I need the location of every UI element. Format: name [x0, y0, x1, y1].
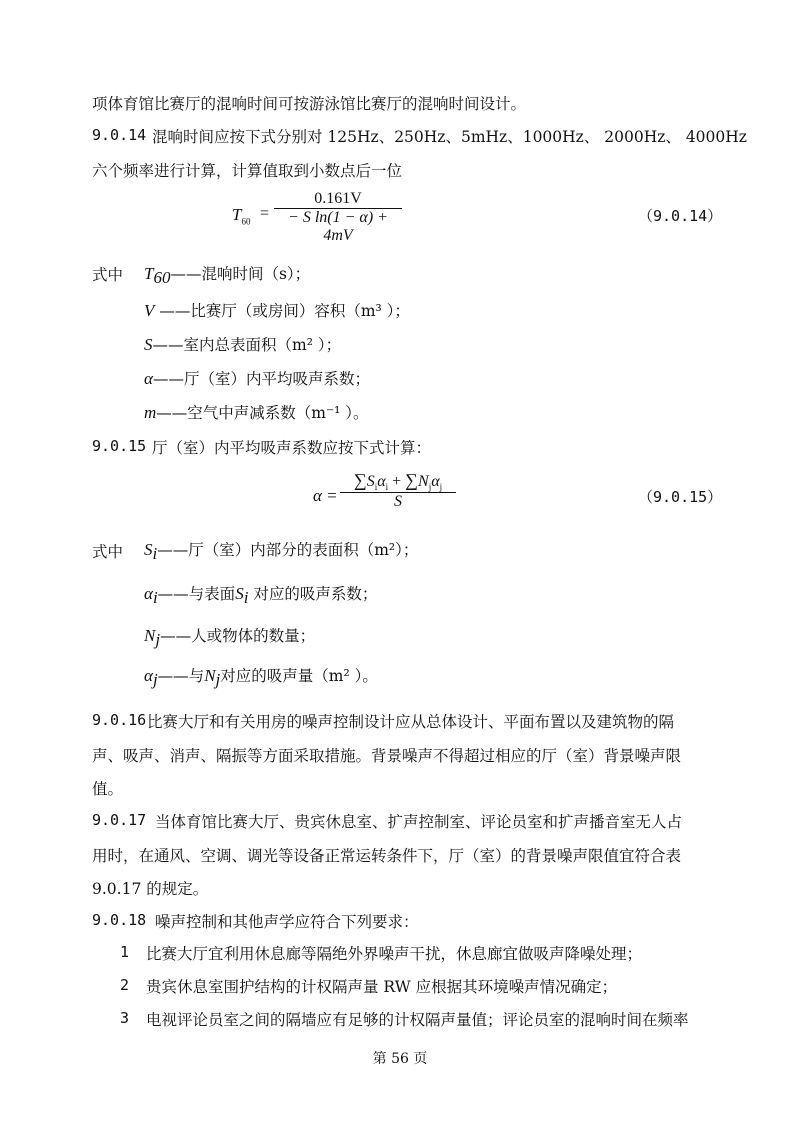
paragraph-line: 六个频率进行计算，计算值取到小数点后一位 [92, 162, 403, 180]
definition-alpha: α——厅（室）内平均吸声系数； [144, 369, 370, 388]
equation-lhs: $T_{60}$ [232, 205, 251, 227]
definition-S: S——室内总表面积（m² ）； [144, 335, 342, 354]
equation-denominator: − S ln(1 − α) + 4mV [288, 209, 388, 244]
list-item-text: 贵宾休息室围护结构的计权隔声量 RW 应根据其环境噪声情况确定； [146, 978, 618, 996]
clause-number: 9.0.14 [92, 126, 147, 144]
clause-text: 混响时间应按下式分别对 125Hz、250Hz、5mHz、1000Hz、 2000Hz、 4000Hz [152, 128, 747, 146]
definition-Si: $S_i——$厅（室）内部分的表面积（m²）； [144, 540, 419, 564]
equation-numerator: $\sum S_i\alpha_i + \sum N_j\alpha_j$ [353, 470, 443, 493]
equation-numerator: 0.161V [314, 190, 362, 207]
paragraph-line: 9.0.17 的规定。 [92, 880, 209, 898]
definition-T: $T_{60}——$混响时间（s）； [144, 264, 311, 288]
paragraph-line: 用时，在通风、空调、调光等设备正常运转条件下，厅（室）的背景噪声限值宜符合表 [92, 847, 682, 865]
equation-label: （9.0.15） [638, 488, 723, 506]
clause-text: 当体育馆比赛大厅、贵宾休息室、扩声控制室、评论员室和扩声播音室无人占 [155, 813, 683, 831]
clause-number: 9.0.18 [92, 911, 147, 929]
equation-equals: = [260, 205, 270, 222]
equation-fraction [274, 190, 402, 245]
list-item-number: 3 [120, 1009, 130, 1027]
list-item-number: 2 [120, 976, 130, 994]
equation-denominator: S [394, 493, 402, 511]
where-label: 式中 [92, 266, 124, 284]
paragraph-line: 值。 [92, 780, 124, 798]
clause-text: 噪声控制和其他声学应符合下列要求： [155, 913, 419, 931]
where-label: 式中 [92, 543, 124, 561]
list-item-text: 电视评论员室之间的隔墙应有足够的计权隔声量值；评论员室的混响时间在频率 [146, 1011, 689, 1029]
definition-Nj: $N_j——$人或物体的数量； [144, 626, 316, 650]
list-item-text: 比赛大厅宜利用休息廊等隔绝外界噪声干扰，休息廊宜做吸声降噪处理； [146, 945, 643, 963]
equation-label: （9.0.14） [638, 207, 723, 225]
equation-fraction [340, 470, 456, 511]
clause-number: 9.0.17 [92, 811, 147, 829]
clause-text: 比赛大厅和有关用房的噪声控制设计应从总体设计、平面布置以及建筑物的隔 [147, 713, 675, 731]
clause-number: 9.0.16 [92, 711, 147, 729]
list-item-number: 1 [120, 943, 130, 961]
definition-V: V ——比赛厅（或房间）容积（m³ ）； [144, 301, 410, 320]
paragraph-line: 项体育馆比赛厅的混响时间可按游泳馆比赛厅的混响时间设计。 [92, 95, 527, 113]
clause-text: 厅（室）内平均吸声系数应按下式计算： [152, 439, 432, 457]
clause-number: 9.0.15 [92, 437, 147, 455]
definition-alpha-i: $\alpha_i——$与表面$S_i$ 对应的吸声系数； [144, 584, 378, 608]
definition-m: m——空气中声减系数（m⁻¹ ）。 [144, 403, 369, 422]
paragraph-line: 声、吸声、消声、隔振等方面采取措施。背景噪声不得超过相应的厅（室）背景噪声限 [92, 747, 682, 765]
equation-lhs: α = [313, 486, 338, 505]
definition-alpha-j: $\alpha_j——$与$N_j$对应的吸声量（m² ）。 [144, 666, 378, 690]
page-number: 第 56 页 [372, 1051, 428, 1067]
